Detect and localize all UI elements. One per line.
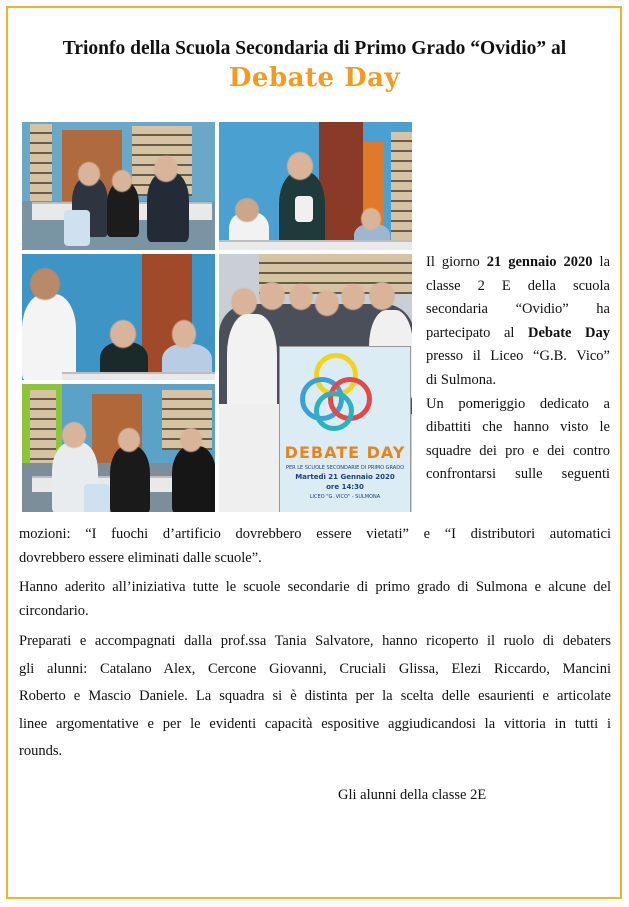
body-line: Roberto e Mascio Daniele. La squadra si è distinta per la scelta delle esaurienti e articolate (19, 688, 611, 705)
signature: Gli alunni della classe 2E (338, 787, 487, 803)
photo-group-with-poster (218, 253, 413, 513)
body-line: linee argomentative e per le evidenti capacità espositive aggiudicandosi la vittoria in tutti i (19, 715, 611, 732)
poster-line-1: PER LE SCUOLE SECONDARIE DI PRIMO GRADO (285, 465, 404, 471)
photo-debaters-middle (21, 253, 216, 381)
body-line: gli alunni: Catalano Alex, Cercone Giovanni, Cruciali Glissa, Elezi Riccardo, Mancini (19, 660, 611, 677)
side-line: secondaria “Ovidio” ha (426, 301, 610, 318)
body-line: circondario. (19, 602, 89, 619)
body-line: Preparati e accompagnati dalla prof.ssa Tania Salvatore, hanno ricoperto il ruolo di debaters (19, 633, 611, 649)
side-line: confrontarsi sulle seguenti (426, 466, 610, 483)
side-line: partecipato al Debate Day (426, 324, 610, 341)
photo-speaker-standing (218, 121, 413, 251)
poster-line-4: LICEO "G. VICO" - SULMONA (309, 494, 381, 500)
side-line: classe 2 E della scuola (426, 277, 610, 294)
photo-students-desk-1 (21, 121, 216, 251)
article-body-2 (19, 576, 611, 623)
debate-day-poster (279, 346, 411, 513)
article-body (19, 523, 611, 570)
photo-students-desk-2 (21, 383, 216, 513)
side-line: Un pomeriggio dedicato a (426, 395, 610, 412)
page-subtitle: Debate Day (228, 63, 401, 93)
poster-line-2: Martedì 21 Gennaio 2020 (295, 473, 395, 481)
side-line: Il giorno 21 gennaio 2020 la (426, 254, 611, 270)
side-line: squadre dei pro e dei contro (426, 442, 610, 459)
side-line: presso il Liceo “G.B. Vico” (426, 348, 610, 365)
article-body-3 (19, 630, 611, 764)
poster-title: DEBATE DAY (284, 443, 406, 462)
side-line: di Sulmona. (426, 371, 497, 388)
body-line: rounds. (19, 743, 63, 760)
body-line: Hanno aderito all’iniziativa tutte le scuole secondarie di primo grado di Sulmona e alcune del (19, 579, 611, 595)
article-side-column (426, 251, 610, 487)
poster-line-3: ore 14:30 (326, 483, 364, 491)
page-title: Trionfo della Scuola Secondaria di Primo Grado “Ovidio” al (62, 38, 567, 59)
body-line: mozioni: “I fuochi d’artificio dovrebbero essere vietati” e “I distributori automatici (19, 526, 611, 542)
body-line: dovrebbero essere eliminati dalle scuole”. (19, 549, 262, 566)
photo-collage (21, 121, 413, 513)
side-line: dibattiti che hanno visto le (426, 419, 610, 436)
